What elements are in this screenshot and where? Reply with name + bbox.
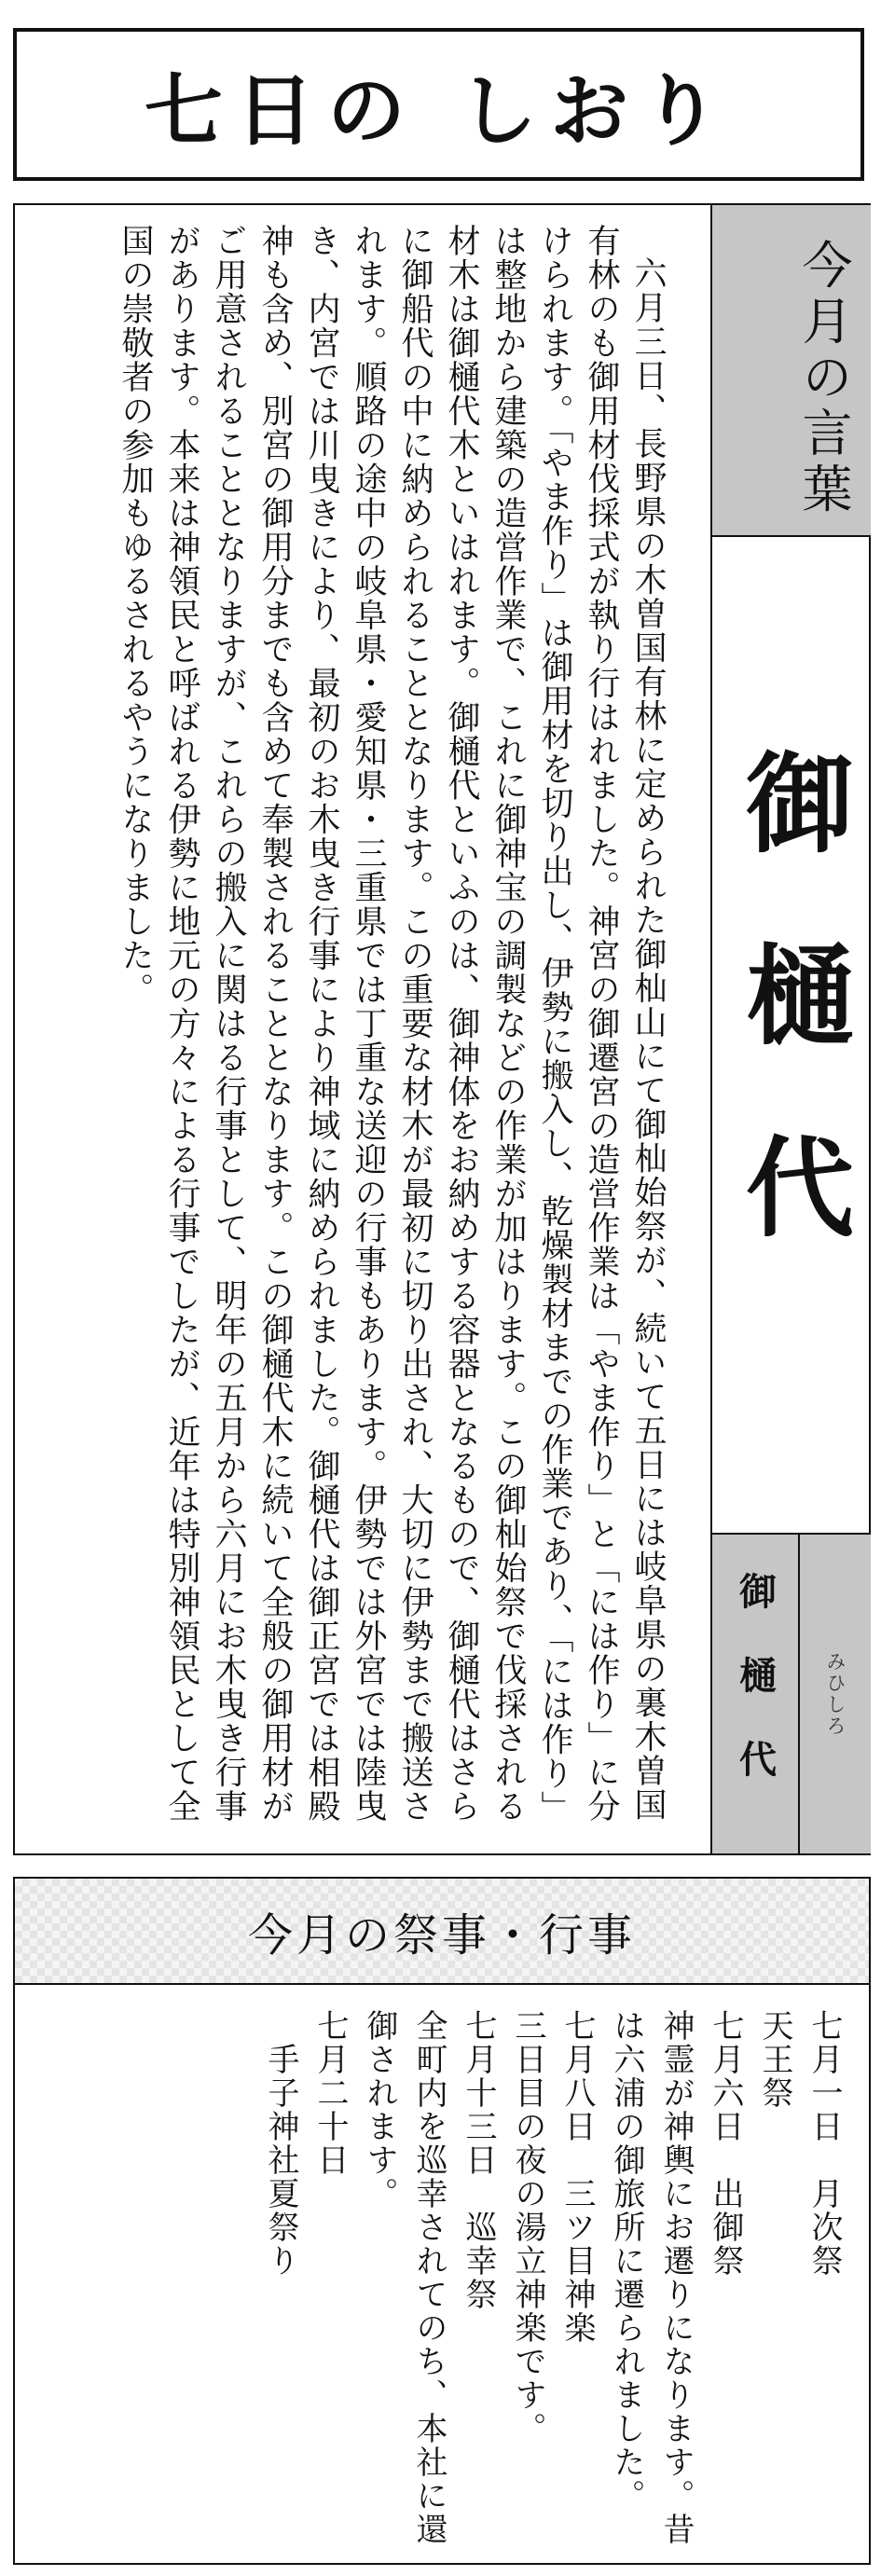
- event-item: 七月二十日 手子神社夏祭り: [262, 2009, 349, 2278]
- event-item: 七月一日 月次祭: [805, 2009, 843, 2278]
- events-list: [37, 2009, 848, 2550]
- word-reading-cell: [800, 1535, 871, 1853]
- word-reading-area: [712, 1535, 871, 1853]
- kotoba-header: [712, 205, 871, 537]
- word-reading: みひしろ: [824, 1651, 847, 1737]
- event-item: 七月十三日 巡幸祭 全町内を巡幸されてのち、本社に還御されます。: [361, 2009, 497, 2546]
- events-section: [13, 1877, 871, 2565]
- event-item: 天王祭 七月六日 出御祭 神霊が神輿にお遷りになります。昔は六浦の御旅所に遷られました。: [608, 2009, 793, 2546]
- events-title: 今月の祭事・行事: [247, 1908, 636, 1962]
- events-header: [15, 1879, 869, 1985]
- word-kanji: 御樋代: [733, 1572, 778, 1824]
- event-item: 七月八日 三ツ目神楽 三日目の夜の湯立神楽です。: [509, 2009, 596, 2445]
- essay-text: 六月三日、長野県の木曽国有林に定められた御杣山にて御杣始祭が、続いて五日には岐阜県の裏木曽国有林のも御用材伐採式が執り行はれました。神宮の御遷宮の造営作業は「やま作り」と「には作り」に分けられます。「やま作り」は御用材を切り出し、伊勢に搬入し、乾燥製材までの作業であり、「には作り」は整地から建築の造営作業で、これに御神宝の調製などの作業が加はります。この御杣始祭で伐採される材木は御樋代木といはれます。御樋代といふのは、御神体をお納めする容器となるもので、御樋代はさらに御船代の中に納められることとなります。この重要な材木が最初に切り出され、大切に伊勢まで搬送されます。順路の途中の岐阜県・愛知県・三重県では丁重な送迎の行事もあります。伊勢では外宮では陸曳き、内宮では川曳きにより、最初のお木曳き行事により神域に納められました。御樋代は御正宮では相殿神も含め、別宮の御用分までも含めて奉製されることとなります。この御樋代木に続いて全般の御用材がご用意されることとなりますが、これらの搬入に関はる行事として、明年の五月から六月にお木曳き行事があります。本来は神領民と呼ばれる伊勢に地元の方々による行事でしたが、近年は特別神領民として全国の崇敬者の参加もゆるされるやうになりました。: [117, 224, 667, 1825]
- essay-body: [32, 224, 671, 1835]
- word-kanji-cell: [712, 1535, 800, 1853]
- kotoba-label: 今月の言葉: [794, 239, 853, 518]
- main-article: [13, 203, 871, 1855]
- featured-word-calligraphy: 御樋代: [727, 747, 855, 1323]
- page-title: 七日の しおり: [144, 63, 734, 157]
- featured-word: [712, 537, 871, 1535]
- word-sidebar: [710, 205, 871, 1853]
- title-box: [13, 28, 864, 181]
